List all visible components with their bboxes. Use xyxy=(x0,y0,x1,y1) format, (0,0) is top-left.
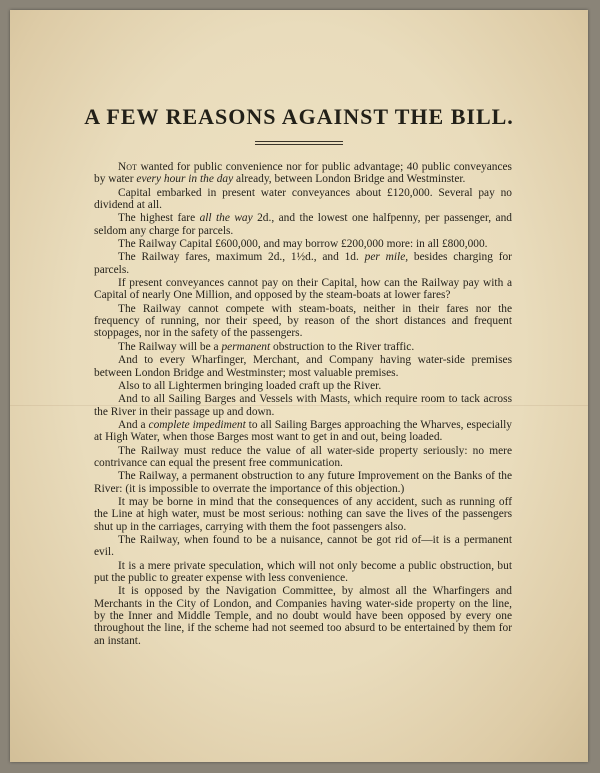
paragraph-text: Capital embarked in present water conveyances about £120,000. Several pay no dividend at all. xyxy=(94,186,512,212)
paragraph-emphasis: permanent xyxy=(221,340,271,353)
paragraph-emphasis: complete impediment xyxy=(148,418,246,431)
paragraph xyxy=(94,161,512,186)
title-rule-bottom xyxy=(255,144,343,145)
paragraph-text: The Railway must reduce the value of all water-side property seriously: no mere contrivance can equal the present free communication. xyxy=(94,444,512,469)
paragraph-text-end: already, between London Bridge and Westminster. xyxy=(233,173,466,186)
paragraph-text: If present conveyances cannot pay on their Capital, how can the Railway pay with a Capital of nearly One Million, and opposed by the steam-boats at lower fares? xyxy=(94,277,512,302)
paragraph-text: And a xyxy=(118,418,149,431)
paragraph-text: It is a mere private speculation, which will not only become a public obstruction, but put the public to greater expense with less convenience. xyxy=(94,559,512,584)
paragraph xyxy=(94,393,512,418)
paragraph xyxy=(94,212,512,237)
paragraph xyxy=(94,187,512,212)
document-page xyxy=(10,10,588,762)
paragraph xyxy=(94,534,512,559)
paragraph xyxy=(94,341,512,353)
paragraph-emphasis: per mile, xyxy=(364,251,409,264)
paragraph-text: wanted for public convenience nor for public advantage; 40 public conveyances by water xyxy=(94,161,512,186)
paragraph-text: The Railway, a permanent obstruction to any future Improvement on the Banks of the River: (it is impossible to overrate the importance of this objection.) xyxy=(94,470,512,495)
paragraph-text-end: to all Sailing Barges approaching the Wharves, especially at High Water, when those Barges most want to get in and out, being loaded. xyxy=(94,418,512,444)
paragraph xyxy=(94,354,512,379)
paragraph-text: And to all Sailing Barges and Vessels with Masts, which require room to tack across the River in their passage up and down. xyxy=(94,393,512,418)
paragraph xyxy=(94,445,512,470)
paragraph-emphasis: every hour in the day xyxy=(136,173,234,186)
paragraph-text: It is opposed by the Navigation Committee, by almost all the Wharfingers and Merchants in the City of London, and Companies having water-side property on the line, by the Inner and Middle Temple, and no doubt would have been opposed by every one throughout the line, if the scheme had not seemed too absurd to be entertained by them for an instant. xyxy=(94,585,512,647)
paragraph-text: The Railway cannot compete with steam-boats, neither in their fares nor the frequency of running, nor their speed, by reason of the short distances and frequent stoppages, nor in the safety of the passengers. xyxy=(94,302,512,340)
paragraph-text: The Railway Capital £600,000, and may borrow £200,000 more: in all £800,000. xyxy=(118,238,488,251)
paragraph xyxy=(94,303,512,340)
paragraph xyxy=(94,585,512,647)
paragraph xyxy=(94,470,512,495)
paragraph-text: The highest fare xyxy=(118,212,200,225)
title-rule-top xyxy=(255,141,343,142)
paragraph-text: Also to all Lightermen bringing loaded craft up the River. xyxy=(118,379,382,392)
page-title: A FEW REASONS AGAINST THE BILL. xyxy=(84,104,514,129)
body-text xyxy=(94,161,512,647)
paragraph xyxy=(94,251,512,276)
paragraph xyxy=(94,560,512,585)
paragraph-text: The Railway fares, maximum 2d., 1½d., and 1d. xyxy=(118,251,365,264)
paragraph-lead: Not xyxy=(118,161,137,173)
paragraph xyxy=(94,419,512,444)
paragraph-text: The Railway will be a xyxy=(118,340,222,353)
paragraph xyxy=(94,238,512,250)
paragraph-text: And to every Wharfinger, Merchant, and Company having water-side premises between London Bridge and Westminster; most valuable premises. xyxy=(94,354,512,379)
paragraph-text-end: besides charging for parcels. xyxy=(94,251,512,276)
paragraph-text-end: obstruction to the River traffic. xyxy=(270,340,415,353)
paragraph-text: It may be borne in mind that the consequences of any accident, such as running off the Line at high water, must be most serious: nothing can save the lives of the passengers shut up in the carriages, carrying with them the foot passengers also. xyxy=(94,495,512,533)
paragraph xyxy=(94,380,512,392)
paragraph-text: The Railway, when found to be a nuisance, cannot be got rid of—it is a permanent evil. xyxy=(94,533,512,559)
paragraph-emphasis: all the way xyxy=(199,212,253,225)
paragraph-text-end: 2d., and the lowest one halfpenny, per passenger, and seldom any charge for parcels. xyxy=(94,212,512,237)
paragraph xyxy=(94,496,512,533)
paragraph xyxy=(94,277,512,302)
